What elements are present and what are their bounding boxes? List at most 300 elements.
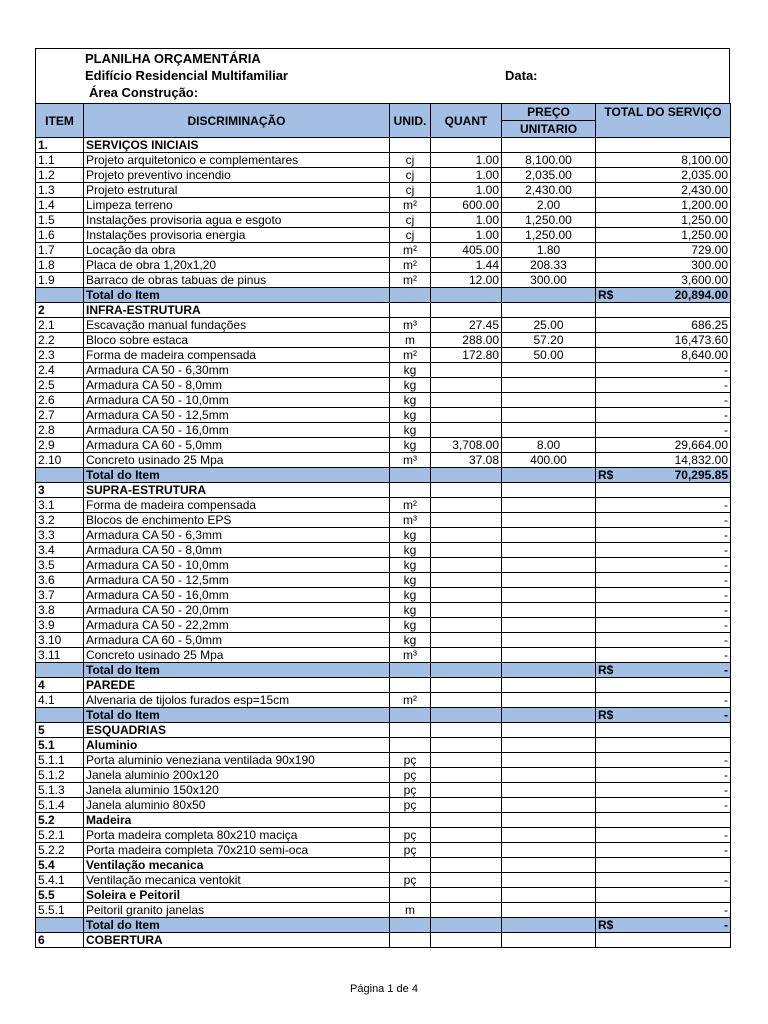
item-number: 1.6 — [36, 228, 84, 243]
item-total: - — [596, 603, 731, 618]
item-unit-price — [502, 618, 596, 633]
item-number: 5.4.1 — [36, 873, 84, 888]
item-number: 2.10 — [36, 453, 84, 468]
item-unit-price: 25.00 — [502, 318, 596, 333]
item-number: 1.9 — [36, 273, 84, 288]
table-row — [36, 873, 731, 888]
table-row — [36, 273, 731, 288]
item-number: 5.2.2 — [36, 843, 84, 858]
total-row — [36, 918, 731, 933]
item-unit-price: 8.00 — [502, 438, 596, 453]
section-title: COBERTURA — [84, 933, 390, 948]
item-description: Blocos de enchimento EPS — [84, 513, 390, 528]
item-unit-price — [502, 843, 596, 858]
section-title: INFRA-ESTRUTURA — [84, 303, 390, 318]
total-value: 70,295.85 — [674, 468, 728, 482]
item-total: 29,664.00 — [596, 438, 731, 453]
section-number: 5.1 — [36, 738, 84, 753]
empty-cell — [390, 303, 431, 318]
item-number: 2.1 — [36, 318, 84, 333]
empty-cell — [596, 483, 731, 498]
empty-cell — [390, 138, 431, 153]
section-header-row — [36, 723, 731, 738]
item-total: - — [596, 828, 731, 843]
item-unit-price: 2,430.00 — [502, 183, 596, 198]
item-total: 300.00 — [596, 258, 731, 273]
table-row — [36, 423, 731, 438]
sheet-header — [35, 48, 730, 103]
item-unit-price: 2,035.00 — [502, 168, 596, 183]
item-total: - — [596, 618, 731, 633]
item-unit-price: 400.00 — [502, 453, 596, 468]
table-row — [36, 558, 731, 573]
empty-cell — [431, 303, 502, 318]
empty-cell — [596, 678, 731, 693]
empty-cell — [390, 918, 431, 933]
page-footer: Página 1 de 4 — [350, 983, 418, 995]
table-row — [36, 378, 731, 393]
empty-cell — [596, 888, 731, 903]
item-total: - — [596, 768, 731, 783]
item-quantity — [431, 393, 502, 408]
table-row — [36, 783, 731, 798]
item-total: 16,473.60 — [596, 333, 731, 348]
item-total: 686.25 — [596, 318, 731, 333]
item-description: Armadura CA 60 - 5,0mm — [84, 633, 390, 648]
item-total: - — [596, 648, 731, 663]
item-description: Instalações provisoria energia — [84, 228, 390, 243]
item-total: 8,640.00 — [596, 348, 731, 363]
section-header-row — [36, 678, 731, 693]
item-number: 5.1.4 — [36, 798, 84, 813]
item-quantity: 12.00 — [431, 273, 502, 288]
item-quantity — [431, 543, 502, 558]
item-total: 14,832.00 — [596, 453, 731, 468]
table-row — [36, 903, 731, 918]
section-number: 4 — [36, 678, 84, 693]
item-number: 3.10 — [36, 633, 84, 648]
item-total: - — [596, 393, 731, 408]
item-unit-price: 208.33 — [502, 258, 596, 273]
empty-cell — [431, 708, 502, 723]
total-label: Total do Item — [84, 708, 390, 723]
empty-cell — [390, 888, 431, 903]
item-unit: kg — [390, 618, 431, 633]
table-row — [36, 318, 731, 333]
empty-cell — [431, 933, 502, 948]
subsection-header-row — [36, 858, 731, 873]
empty-cell — [502, 468, 596, 483]
table-row — [36, 828, 731, 843]
item-total: - — [596, 903, 731, 918]
item-number: 2.3 — [36, 348, 84, 363]
item-quantity — [431, 648, 502, 663]
item-quantity — [431, 603, 502, 618]
table-row — [36, 753, 731, 768]
item-quantity: 1.00 — [431, 168, 502, 183]
item-description: Armadura CA 50 - 22,2mm — [84, 618, 390, 633]
item-number: 5.1.1 — [36, 753, 84, 768]
table-row — [36, 633, 731, 648]
empty-cell — [431, 858, 502, 873]
table-row — [36, 198, 731, 213]
item-quantity — [431, 513, 502, 528]
section-title: SUPRA-ESTRUTURA — [84, 483, 390, 498]
item-number: 2.2 — [36, 333, 84, 348]
empty-cell — [36, 918, 84, 933]
section-number: 1. — [36, 138, 84, 153]
item-description: Armadura CA 50 - 12,5mm — [84, 573, 390, 588]
budget-table — [35, 103, 731, 948]
item-quantity — [431, 588, 502, 603]
item-quantity: 1.44 — [431, 258, 502, 273]
empty-cell — [431, 483, 502, 498]
empty-cell — [502, 858, 596, 873]
section-number: 6 — [36, 933, 84, 948]
item-unit: cj — [390, 183, 431, 198]
section-header-row — [36, 138, 731, 153]
item-number: 2.6 — [36, 393, 84, 408]
section-total — [596, 918, 731, 933]
table-row — [36, 453, 731, 468]
col-header-total: TOTAL DO SERVIÇO — [596, 104, 731, 138]
item-unit-price — [502, 648, 596, 663]
item-number: 3.8 — [36, 603, 84, 618]
table-row — [36, 258, 731, 273]
item-number: 2.5 — [36, 378, 84, 393]
item-unit: kg — [390, 528, 431, 543]
currency-symbol: R$ — [598, 918, 614, 932]
item-quantity: 405.00 — [431, 243, 502, 258]
empty-cell — [36, 288, 84, 303]
item-unit: pç — [390, 753, 431, 768]
empty-cell — [390, 708, 431, 723]
table-row — [36, 618, 731, 633]
currency-symbol: R$ — [598, 288, 614, 302]
item-total: - — [596, 363, 731, 378]
empty-cell — [390, 723, 431, 738]
item-unit-price — [502, 378, 596, 393]
item-total: - — [596, 783, 731, 798]
item-quantity — [431, 618, 502, 633]
item-description: Projeto preventivo incendio — [84, 168, 390, 183]
empty-cell — [431, 468, 502, 483]
item-total: - — [596, 498, 731, 513]
item-number: 3.6 — [36, 573, 84, 588]
empty-cell — [36, 663, 84, 678]
item-quantity — [431, 363, 502, 378]
section-header-row — [36, 483, 731, 498]
item-unit: kg — [390, 393, 431, 408]
item-description: Alvenaria de tijolos furados esp=15cm — [84, 693, 390, 708]
item-number: 1.3 — [36, 183, 84, 198]
subsection-header-row — [36, 813, 731, 828]
empty-cell — [390, 483, 431, 498]
item-unit: m² — [390, 348, 431, 363]
item-unit: cj — [390, 168, 431, 183]
section-number: 5.5 — [36, 888, 84, 903]
table-row — [36, 798, 731, 813]
item-unit: m — [390, 333, 431, 348]
item-unit-price: 300.00 — [502, 273, 596, 288]
item-quantity — [431, 498, 502, 513]
item-unit-price — [502, 363, 596, 378]
item-quantity — [431, 558, 502, 573]
item-total: - — [596, 693, 731, 708]
col-header-quantity: QUANT — [431, 104, 502, 138]
item-description: Armadura CA 50 - 8,0mm — [84, 543, 390, 558]
item-unit: kg — [390, 588, 431, 603]
item-unit-price — [502, 543, 596, 558]
empty-cell — [431, 888, 502, 903]
table-row — [36, 363, 731, 378]
item-unit-price — [502, 498, 596, 513]
empty-cell — [502, 483, 596, 498]
item-total: 8,100.00 — [596, 153, 731, 168]
item-description: Armadura CA 50 - 10,0mm — [84, 393, 390, 408]
item-description: Armadura CA 50 - 12,5mm — [84, 408, 390, 423]
item-number: 1.4 — [36, 198, 84, 213]
item-unit: kg — [390, 633, 431, 648]
section-total — [596, 468, 731, 483]
item-number: 3.7 — [36, 588, 84, 603]
item-unit: cj — [390, 228, 431, 243]
section-total — [596, 708, 731, 723]
item-description: Forma de madeira compensada — [84, 498, 390, 513]
item-number: 3.11 — [36, 648, 84, 663]
item-number: 1.1 — [36, 153, 84, 168]
empty-cell — [390, 933, 431, 948]
section-number: 5.2 — [36, 813, 84, 828]
item-total: - — [596, 753, 731, 768]
item-total: 729.00 — [596, 243, 731, 258]
item-unit: cj — [390, 213, 431, 228]
item-quantity — [431, 843, 502, 858]
item-unit-price — [502, 588, 596, 603]
item-description: Locação da obra — [84, 243, 390, 258]
empty-cell — [390, 468, 431, 483]
empty-cell — [390, 288, 431, 303]
total-value: - — [724, 663, 728, 677]
item-unit-price — [502, 903, 596, 918]
item-number: 5.2.1 — [36, 828, 84, 843]
item-unit: pç — [390, 798, 431, 813]
item-unit-price — [502, 573, 596, 588]
table-row — [36, 183, 731, 198]
area-label: Área Construção: — [89, 85, 199, 100]
total-label: Total do Item — [84, 288, 390, 303]
section-number: 5 — [36, 723, 84, 738]
item-unit: m² — [390, 243, 431, 258]
item-unit: m² — [390, 198, 431, 213]
empty-cell — [36, 708, 84, 723]
section-title: ESQUADRIAS — [84, 723, 390, 738]
col-header-unit: UNID. — [390, 104, 431, 138]
item-description: Armadura CA 50 - 16,0mm — [84, 588, 390, 603]
item-description: Forma de madeira compensada — [84, 348, 390, 363]
item-number: 2.4 — [36, 363, 84, 378]
building-subtitle: Edifício Residencial Multifamiliar — [85, 68, 288, 83]
total-value: 20,894.00 — [674, 288, 728, 302]
item-description: Ventilação mecanica ventokit — [84, 873, 390, 888]
item-unit-price — [502, 753, 596, 768]
section-title: Aluminio — [84, 738, 390, 753]
empty-cell — [502, 303, 596, 318]
item-number: 3.3 — [36, 528, 84, 543]
empty-cell — [390, 663, 431, 678]
item-number: 1.5 — [36, 213, 84, 228]
item-unit: m² — [390, 258, 431, 273]
section-title: Ventilação mecanica — [84, 858, 390, 873]
table-row — [36, 168, 731, 183]
item-quantity — [431, 903, 502, 918]
item-description: Concreto usinado 25 Mpa — [84, 453, 390, 468]
item-unit-price: 8,100.00 — [502, 153, 596, 168]
item-description: Projeto estrutural — [84, 183, 390, 198]
item-description: Armadura CA 50 - 6,3mm — [84, 528, 390, 543]
item-total: 1,250.00 — [596, 228, 731, 243]
empty-cell — [596, 303, 731, 318]
item-description: Armadura CA 50 - 10,0mm — [84, 558, 390, 573]
empty-cell — [36, 468, 84, 483]
item-number: 2.8 — [36, 423, 84, 438]
item-unit-price — [502, 693, 596, 708]
item-description: Peitoril granito janelas — [84, 903, 390, 918]
empty-cell — [431, 663, 502, 678]
item-unit-price — [502, 558, 596, 573]
item-quantity: 288.00 — [431, 333, 502, 348]
item-unit-price: 1,250.00 — [502, 228, 596, 243]
empty-cell — [502, 723, 596, 738]
section-number: 5.4 — [36, 858, 84, 873]
table-row — [36, 768, 731, 783]
item-total: - — [596, 798, 731, 813]
date-label: Data: — [505, 68, 538, 83]
table-row — [36, 213, 731, 228]
item-total: 1,200.00 — [596, 198, 731, 213]
item-total: - — [596, 873, 731, 888]
total-row — [36, 288, 731, 303]
col-header-price-bottom: UNITARIO — [502, 121, 596, 138]
section-number: 3 — [36, 483, 84, 498]
item-unit: pç — [390, 873, 431, 888]
empty-cell — [390, 678, 431, 693]
table-row — [36, 243, 731, 258]
item-unit: pç — [390, 783, 431, 798]
item-quantity — [431, 528, 502, 543]
table-row — [36, 153, 731, 168]
table-row — [36, 408, 731, 423]
empty-cell — [431, 723, 502, 738]
section-header-row — [36, 933, 731, 948]
item-total: 2,430.00 — [596, 183, 731, 198]
empty-cell — [502, 678, 596, 693]
item-unit-price — [502, 528, 596, 543]
item-unit-price — [502, 783, 596, 798]
table-row — [36, 393, 731, 408]
empty-cell — [596, 858, 731, 873]
item-total: - — [596, 633, 731, 648]
empty-cell — [502, 933, 596, 948]
item-description: Escavação manual fundações — [84, 318, 390, 333]
table-row — [36, 588, 731, 603]
total-row — [36, 708, 731, 723]
item-unit: m³ — [390, 453, 431, 468]
table-row — [36, 573, 731, 588]
table-row — [36, 438, 731, 453]
item-total: - — [596, 513, 731, 528]
section-number: 2 — [36, 303, 84, 318]
section-header-row — [36, 303, 731, 318]
empty-cell — [431, 918, 502, 933]
item-description: Armadura CA 50 - 8,0mm — [84, 378, 390, 393]
item-description: Porta aluminio veneziana ventilada 90x190 — [84, 753, 390, 768]
item-number: 3.1 — [36, 498, 84, 513]
empty-cell — [431, 678, 502, 693]
item-number: 1.7 — [36, 243, 84, 258]
item-total: - — [596, 378, 731, 393]
item-quantity — [431, 783, 502, 798]
item-number: 3.5 — [36, 558, 84, 573]
item-unit: kg — [390, 363, 431, 378]
empty-cell — [390, 813, 431, 828]
total-value: - — [724, 708, 728, 722]
item-unit: cj — [390, 153, 431, 168]
item-quantity — [431, 768, 502, 783]
table-row — [36, 528, 731, 543]
item-unit: kg — [390, 573, 431, 588]
subsection-header-row — [36, 888, 731, 903]
item-unit: m² — [390, 273, 431, 288]
total-value: - — [724, 918, 728, 932]
item-quantity: 172.80 — [431, 348, 502, 363]
empty-cell — [502, 813, 596, 828]
total-row — [36, 468, 731, 483]
item-total: - — [596, 423, 731, 438]
item-total: - — [596, 588, 731, 603]
item-quantity: 3,708.00 — [431, 438, 502, 453]
empty-cell — [596, 933, 731, 948]
item-quantity — [431, 693, 502, 708]
item-description: Porta madeira completa 80x210 maciça — [84, 828, 390, 843]
total-label: Total do Item — [84, 468, 390, 483]
empty-cell — [596, 813, 731, 828]
item-quantity: 1.00 — [431, 213, 502, 228]
item-unit: kg — [390, 378, 431, 393]
empty-cell — [502, 288, 596, 303]
empty-cell — [431, 138, 502, 153]
item-unit: m² — [390, 498, 431, 513]
item-total: - — [596, 528, 731, 543]
item-unit: kg — [390, 438, 431, 453]
total-label: Total do Item — [84, 663, 390, 678]
item-unit-price — [502, 633, 596, 648]
item-quantity — [431, 828, 502, 843]
item-unit-price: 1.80 — [502, 243, 596, 258]
section-title: Soleira e Peitoril — [84, 888, 390, 903]
col-header-description: DISCRIMINAÇÃO — [84, 104, 390, 138]
item-quantity — [431, 408, 502, 423]
item-quantity — [431, 378, 502, 393]
section-total — [596, 663, 731, 678]
item-unit: kg — [390, 558, 431, 573]
item-unit: pç — [390, 843, 431, 858]
item-number: 2.9 — [36, 438, 84, 453]
total-label: Total do Item — [84, 918, 390, 933]
item-unit-price — [502, 513, 596, 528]
item-total: - — [596, 543, 731, 558]
currency-symbol: R$ — [598, 708, 614, 722]
